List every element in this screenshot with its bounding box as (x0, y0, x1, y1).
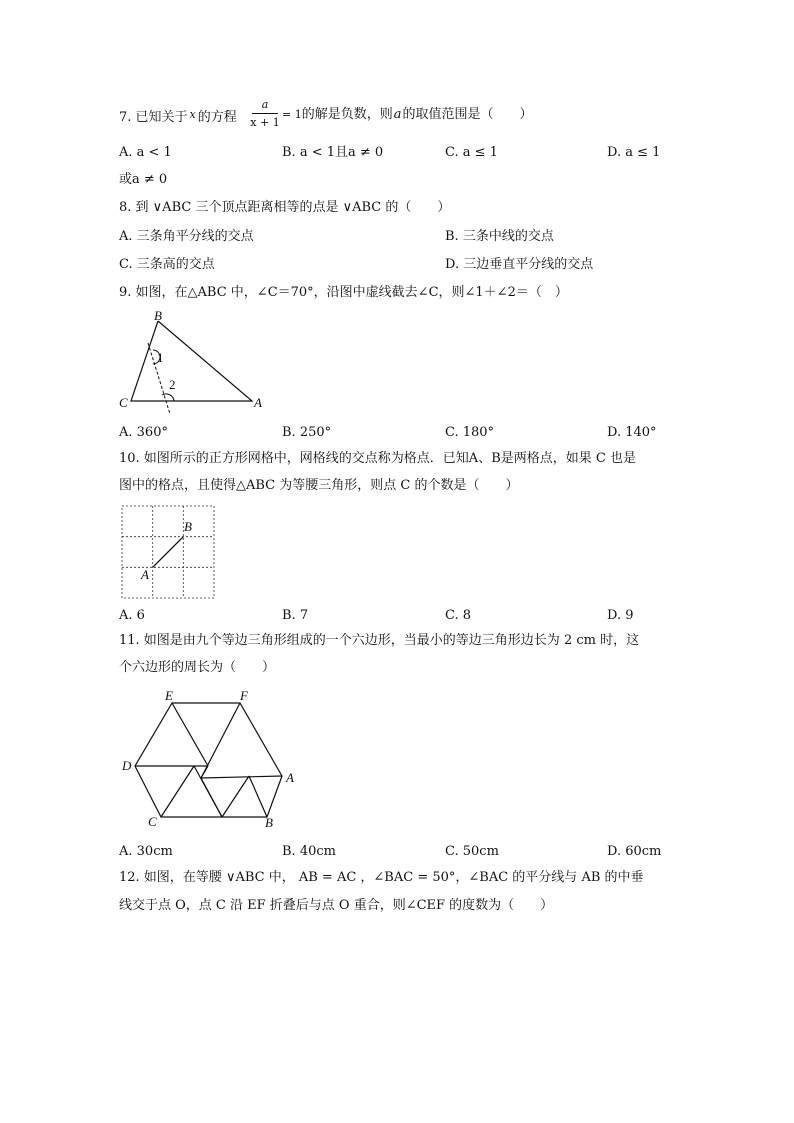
q9-triangle-figure (112, 306, 272, 416)
q11-option-d: D. 60cm (607, 844, 662, 859)
q11-label-f: F (240, 688, 248, 703)
q12-stem-line1: 12. 如图，在等腰 ∨ABC 中， AB = AC ，∠BAC = 50°，∠BAC 的平分线与 AB 的中垂 (119, 870, 644, 885)
q7-stem-rest (282, 106, 533, 124)
q10-option-b: B. 7 (282, 608, 309, 623)
q7-frac-bar (252, 113, 278, 114)
q11-label-a: A (286, 770, 294, 785)
q9-option-a: A. 360° (119, 425, 168, 440)
q7-frac-eq: = 1 (282, 108, 302, 121)
q11-label-d: D (122, 758, 132, 773)
q10-option-a: A. 6 (119, 608, 145, 623)
q11-option-a: A. 30cm (119, 844, 173, 859)
q10-label-b: B (184, 519, 192, 534)
q11-label-b: B (265, 815, 273, 830)
q7-var-a: a (393, 107, 402, 122)
q10-grid-figure (120, 504, 218, 602)
q11-option-c: C. 50cm (445, 844, 499, 859)
q9-label-c: C (119, 395, 128, 410)
q7-stem-prefix: 7. 已知关于 (119, 110, 188, 125)
q11-hexagon-lines (135, 703, 282, 817)
q8-option-b: B. 三条中线的交点 (445, 229, 554, 244)
q10-option-c: C. 8 (445, 608, 472, 623)
q7-option-a: A. a < 1 (119, 145, 172, 160)
q9-angle-2-arc (162, 394, 174, 401)
q8-option-a: A. 三条角平分线的交点 (119, 229, 254, 244)
q7-stem-end: 的取值范围是（ ） (402, 107, 533, 122)
q11-hexagon-figure (115, 686, 305, 831)
q8-option-d: D. 三边垂直平分线的交点 (445, 257, 594, 272)
q7-option-d-continued: 或a ≠ 0 (119, 172, 168, 187)
q11-label-e: E (165, 688, 173, 703)
q9-label-2: 2 (169, 377, 176, 392)
q9-label-a: A (254, 395, 262, 410)
q9-option-c: C. 180° (445, 425, 495, 440)
q9-option-d: D. 140° (607, 425, 657, 440)
q10-stem-line2: 图中的格点，且使得△ABC 为等腰三角形，则点 C 的个数是（ ） (119, 478, 519, 493)
q11-option-b: B. 40cm (282, 844, 336, 859)
q11-stem-line1: 11. 如图是由九个等边三角形组成的一个六边形，当最小的等边三角形边长为 2 cm 时，这 (119, 633, 640, 648)
q11-stem-line2: 个六边形的周长为（ ） (119, 660, 276, 675)
q7-option-c: C. a ≤ 1 (445, 145, 498, 160)
q9-triangle-sides (131, 321, 252, 401)
q8-stem: 8. 到 ∨ABC 三个顶点距离相等的点是 ∨ABC 的（ ） (119, 200, 451, 215)
q10-segment-ab (153, 537, 184, 568)
q10-stem-line1: 10. 如图所示的正方形网格中，网格线的交点称为格点．已知A、B是两格点，如果 C 也是 (119, 451, 636, 466)
q7-stem-suffix: 的解是负数，则 (301, 107, 393, 122)
q7-option-d: D. a ≤ 1 (607, 145, 661, 160)
q10-option-d: D. 9 (607, 608, 634, 623)
q11-label-c: C (148, 814, 157, 829)
q12-stem-line2: 线交于点 O，点 C 沿 EF 折叠后与点 O 重合，则∠CEF 的度数为（ ） (119, 898, 554, 913)
q7-frac-numerator: a (261, 98, 269, 111)
q9-stem: 9. 如图，在△ABC 中，∠C＝70°，沿图中虚线截去∠C，则∠1＋∠2＝（ ） (119, 285, 568, 300)
q9-option-b: B. 250° (282, 425, 332, 440)
q9-label-1: 1 (157, 350, 164, 365)
q7-stem-mid: 的方程 (197, 110, 237, 125)
q7-var-x: x (189, 108, 196, 121)
q7-option-b: B. a < 1且a ≠ 0 (282, 145, 384, 160)
q9-label-b: B (154, 308, 162, 323)
q10-label-a: A (141, 567, 149, 582)
q8-option-c: C. 三条高的交点 (119, 257, 215, 272)
q7-stem (119, 106, 237, 127)
q7-frac-denominator: x + 1 (250, 116, 280, 129)
